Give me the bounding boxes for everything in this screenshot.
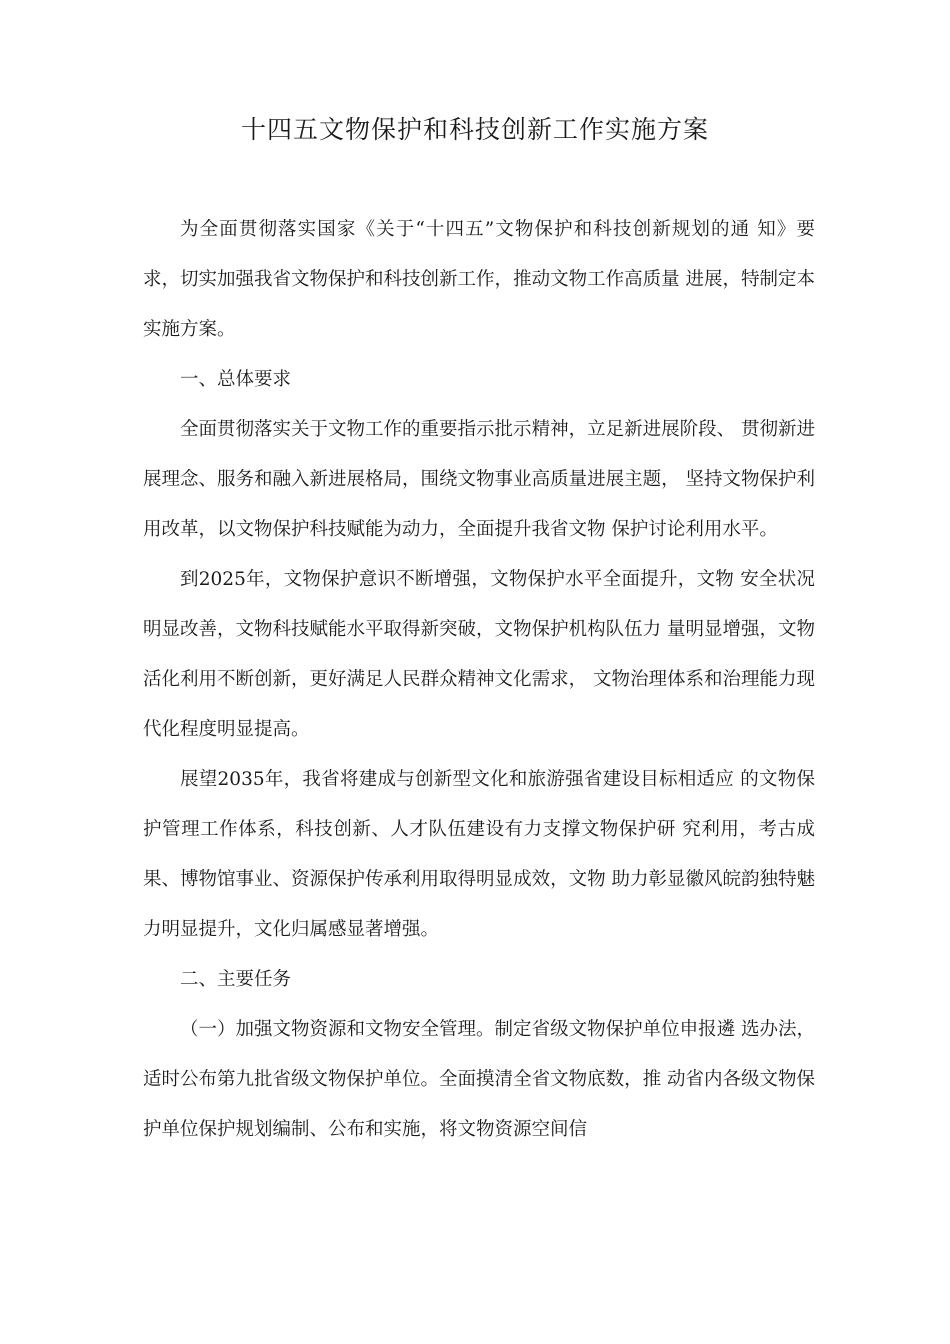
section-heading-general-requirements: 一、总体要求 <box>180 369 292 390</box>
document-body <box>143 205 815 1155</box>
intro-paragraph: 为全面贯彻落实国家《关于“十四五”文物保护和科技创新规划的通 知》要求，切实加强我省文物保护和科技创新工作，推动文物工作高质量 进展，特制定本实施方案。 <box>143 219 815 340</box>
section-heading-main-tasks: 二、主要任务 <box>180 969 292 990</box>
document-title: 十四五文物保护和科技创新工作实施方案 <box>240 115 709 144</box>
vision-2035-paragraph: 展望2035年，我省将建成与创新型文化和旅游强省建设目标相适应 的文物保护管理工作体系，科技创新、人才队伍建设有力支撑文物保护研 究利用，考古成果、博物馆事业、资源保护传承利用取得明显成效，文物 助力彰显徽风皖韵独特魅力明显提升，文化归属感显著增强。 <box>143 769 815 940</box>
task-1-paragraph: （一）加强文物资源和文物安全管理。制定省级文物保护单位申报遴 选办法，适时公布第九批省级文物保护单位。全面摸清全省文物底数，推 动省内各级文物保护单位保护规划编制、公布和实施，将文物资源空间信 <box>143 1019 815 1140</box>
goal-2025-paragraph: 到2025年，文物保护意识不断增强，文物保护水平全面提升，文物 安全状况明显改善，文物科技赋能水平取得新突破，文物保护机构队伍力 量明显增强，文物活化利用不断创新，更好满足人民群众精神文化需求， 文物治理体系和治理能力现代化程度明显提高。 <box>143 569 815 740</box>
general-requirements-paragraph: 全面贯彻落实关于文物工作的重要指示批示精神，立足新进展阶段、 贯彻新进展理念、服务和融入新进展格局，围绕文物事业高质量进展主题， 坚持文物保护利用改革，以文物保护科技赋能为动力，全面提升我省文物 保护讨论利用水平。 <box>143 419 815 540</box>
